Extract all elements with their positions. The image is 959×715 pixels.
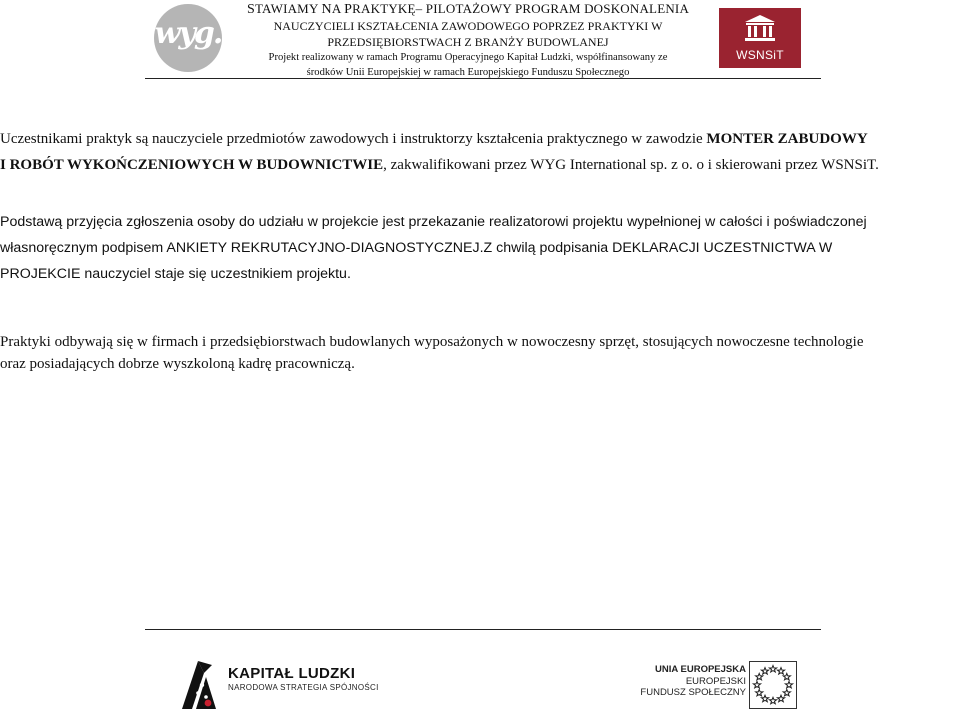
header-title-line-1: STAWIAMY NA PRAKTYKĘ– PILOTAŻOWY PROGRAM DOSKONALENIA: [246, 1, 690, 17]
header-title-line-2: NAUCZYCIELI KSZTAŁCENIA ZAWODOWEGO POPRZEZ PRAKTYKI W: [273, 19, 663, 33]
participants-paragraph: Uczestnikami praktyk są nauczyciele przedmiotów zawodowych i instruktorzy kształcenia praktycznego w zawodzie MONTER ZABUDOWY I ROBÓT WYKOŃCZENIOWYCH W BUDOWNICTWIE, zakwalifikowani przez WYG International sp. z o. o i skierowani przez WSNSiT.: [0, 131, 879, 173]
eu-flag-icon: [749, 661, 797, 709]
kapital-ludzki-title: KAPITAŁ LUDZKI: [228, 665, 356, 682]
wsnsit-logo-label: WSNSiT: [736, 48, 784, 62]
eu-subtitle-1: EUROPEJSKI: [685, 676, 746, 687]
eu-subtitle-2: FUNDUSZ SPOŁECZNY: [640, 687, 746, 698]
header-project-line-2: środków Unii Europejskiej w ramach Europejskiego Funduszu Społecznego: [306, 67, 630, 78]
eu-title: UNIA EUROPEJSKA: [655, 664, 746, 675]
wyg-logo-text: wyg.: [154, 16, 222, 51]
kapital-ludzki-subtitle: NARODOWA STRATEGIA SPÓJNOŚCI: [228, 683, 379, 692]
footer-divider: [145, 629, 821, 630]
building-icon: [744, 14, 776, 42]
admission-paragraph: Podstawą przyjęcia zgłoszenia osoby do udziału w projekcie jest przekazanie realizatorowi projektu wypełnionej w całości i poświadczonej własnoręcznym podpisem ANKIETY REKRUTACYJNO-DIAGNOSTYCZNEJ.Z chwilą podpisania DEKLARACJI UCZESTNICTWA W PROJEKCIE nauczyciel staje się uczestnikiem projektu.: [0, 214, 867, 282]
kapital-ludzki-text: [228, 666, 379, 694]
eu-text: [600, 663, 746, 698]
page-header: [0, 0, 959, 82]
header-project-line-1: Projekt realizowany w ramach Programu Operacyjnego Kapitał Ludzki, współfinansowany ze: [268, 52, 668, 63]
kapital-ludzki-logo-icon: [178, 657, 218, 709]
wyg-logo: [154, 4, 222, 72]
header-divider: [145, 78, 821, 79]
internship-paragraph: Praktyki odbywają się w firmach i przedsiębiorstwach budowlanych wyposażonych w nowoczesny sprzęt, stosujących nowoczesne technologie oraz posiadających dobrze wyszkoloną kadrę pracowniczą.: [0, 334, 864, 372]
header-title-line-3: PRZEDSIĘBIORSTWACH Z BRANŻY BUDOWLANEJ: [327, 35, 609, 49]
wsnsit-logo: [719, 8, 801, 68]
header-title-block: [228, 0, 708, 80]
